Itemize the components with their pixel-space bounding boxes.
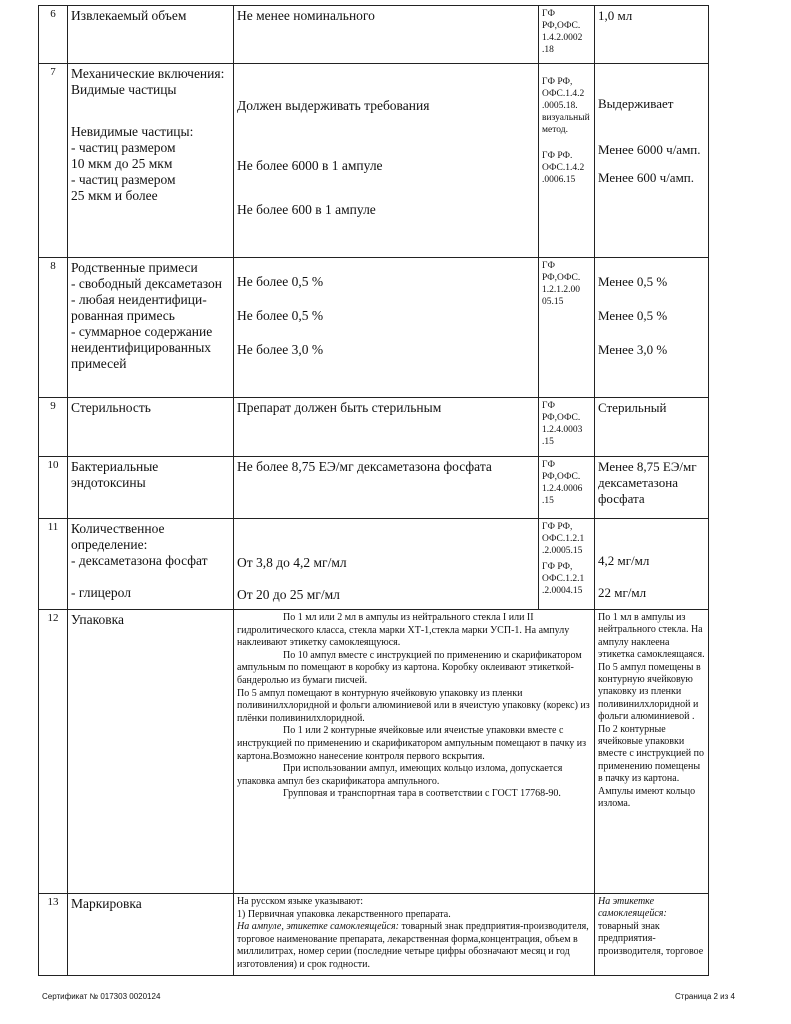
table-row-6 bbox=[39, 6, 709, 64]
labeling-line: 1) Первичная упаковка лекарственного препарата. bbox=[237, 908, 451, 920]
criterion-visible-particles: Механические включения: Видимые частицы bbox=[71, 66, 225, 97]
row-number: 11 bbox=[39, 519, 68, 610]
criterion-cell: Упаковка bbox=[68, 610, 234, 894]
requirement-cell: Препарат должен быть стерильным bbox=[234, 398, 539, 457]
table-row-7 bbox=[39, 64, 709, 258]
specification-table bbox=[38, 5, 709, 976]
criterion-cell: Бактериальные эндотоксины bbox=[68, 457, 234, 519]
method-cell: ГФ РФ,ОФС. 1.4.2.0002 .18 bbox=[539, 6, 595, 64]
method-visible: ГФ РФ, ОФС.1.4.2 .0005.18. визуальный метод. bbox=[542, 77, 590, 135]
packaging-paragraph: Групповая и транспортная тара в соответствии с ГОСТ 17768-90. bbox=[283, 788, 561, 800]
result-cell bbox=[595, 894, 709, 976]
criterion-cell: Маркировка bbox=[68, 894, 234, 976]
result-dexamethasone: 4,2 мг/мл bbox=[598, 553, 650, 568]
criterion-cell bbox=[68, 519, 234, 610]
result-cell bbox=[595, 519, 709, 610]
method-cell: ГФ РФ,ОФС. 1.2.1.2.00 05.15 bbox=[539, 258, 595, 398]
packaging-paragraph: По 5 ампул помещают в контурную ячейковую упаковку из пленки поливинилхлоридной и фольги алюминиевой или в ячеистую упаковку (корекс) из плёнки поливинилхлоридной. bbox=[237, 687, 590, 724]
requirement-free-dexamethasone: Не более 0,5 % bbox=[237, 274, 324, 289]
table-row-13 bbox=[39, 894, 709, 976]
result-cell: По 1 мл в ампулы из нейтрального стекла. На ампулу наклеена этикетка самоклеящаяся. По 5 ампул помещены в контурную ячейковую упаковку из пленки поливинилхлоридной и фольги алюминиевой . По 2 контурные ячейковые упаковки вместе с инструкцией по применению помещены в пачку из картона. Ампулы имеют кольцо излома. bbox=[595, 610, 709, 894]
criterion-cell: Извлекаемый объем bbox=[68, 6, 234, 64]
packaging-paragraph: По 1 или 2 контурные ячейковые или ячеистые упаковки вместе с инструкцией по применению и скарификатором ампульным помещают в пачку из картона.Возможно нанесение контроля первого вскрытия. bbox=[237, 725, 587, 762]
labeling-paragraph bbox=[237, 921, 591, 971]
packaging-paragraph: По 10 ампул вместе с инструкцией по применению и скарификатором ампульным по помещают в коробку из картона. Коробку оклеивают этикеткой-бандеролью из бумаги писчей. bbox=[237, 649, 582, 686]
result-25-plus: Менее 600 ч/амп. bbox=[598, 170, 695, 185]
row-number: 9 bbox=[39, 398, 68, 457]
criterion-glycerol: - глицерол bbox=[71, 585, 131, 600]
result-cell: 1,0 мл bbox=[595, 6, 709, 64]
criterion-invisible-particles: Невидимые частицы: - частиц размером 10 мкм до 25 мкм - частиц размером 25 мкм и более bbox=[71, 124, 194, 203]
packaging-description bbox=[234, 610, 595, 894]
result-glycerol: 22 мг/мл bbox=[598, 585, 647, 600]
requirement-cell bbox=[234, 519, 539, 610]
requirement-dexamethasone: От 3,8 до 4,2 мг/мл bbox=[237, 555, 347, 570]
table-row-9 bbox=[39, 398, 709, 457]
certificate-number: Сертификат № 017303 0020124 bbox=[42, 992, 161, 1001]
requirement-glycerol: От 20 до 25 мг/мл bbox=[237, 587, 340, 602]
method-cell bbox=[539, 64, 595, 258]
labeling-description bbox=[234, 894, 595, 976]
labeling-text: товарный знак предприятия-производителя, торговое наименование препарата, лекарственная форма,концентрация, объем в миллилитрах, номер серии (последние четыре цифры обозначают месяц и год изготовления) и срок годности. bbox=[237, 921, 589, 970]
result-cell bbox=[595, 64, 709, 258]
requirement-cell: Не более 8,75 ЕЭ/мг дексаметазона фосфата bbox=[234, 457, 539, 519]
row-number: 6 bbox=[39, 6, 68, 64]
requirement-25-plus: Не более 600 в 1 ампуле bbox=[237, 202, 376, 217]
criterion-cell bbox=[68, 64, 234, 258]
table-row-11 bbox=[39, 519, 709, 610]
result-10-25: Менее 6000 ч/амп. bbox=[598, 142, 701, 157]
method-cell: ГФ РФ,ОФС. 1.2.4.0006 .15 bbox=[539, 457, 595, 519]
page-number: Страница 2 из 4 bbox=[675, 992, 735, 1001]
row-number: 12 bbox=[39, 610, 68, 894]
method-invisible: ГФ РФ. ОФС.1.4.2 .0006.15 bbox=[542, 151, 585, 185]
criterion-cell: Стерильность bbox=[68, 398, 234, 457]
method-cell bbox=[539, 519, 595, 610]
result-cell: Менее 8,75 ЕЭ/мг дексаметазона фосфата bbox=[595, 457, 709, 519]
criterion-cell: Родственные примеси - свободный дексаметазон - любая неидентифици-рованная примесь - суммарное содержание неидентифицированных примесей bbox=[68, 258, 234, 398]
table-row-8 bbox=[39, 258, 709, 398]
packaging-paragraph: При использовании ампул, имеющих кольцо излома, допускается упаковка ампул без скарификатора ампульного. bbox=[237, 763, 563, 787]
requirement-10-25: Не более 6000 в 1 ампуле bbox=[237, 158, 383, 173]
criterion-dexamethasone: Количественное определение: - дексаметазона фосфат bbox=[71, 521, 208, 568]
requirement-cell: Не менее номинального bbox=[234, 6, 539, 64]
row-number: 7 bbox=[39, 64, 68, 258]
labeling-line: На русском языке указывают: bbox=[237, 896, 364, 907]
result-text: товарный знак предприятия-производителя, торговое bbox=[598, 920, 704, 957]
method-cell: ГФ РФ,ОФС. 1.2.4.0003 .15 bbox=[539, 398, 595, 457]
labeling-italic-lead: На ампуле, этикетке самоклеящейся: bbox=[237, 921, 399, 933]
packaging-paragraph: По 1 мл или 2 мл в ампулы из нейтрального стекла I или II гидролитического класса, стекла марки ХТ-1,стекла марки УСП-1. На ампулу наклеивают этикетку самоклеящуюся. bbox=[237, 612, 570, 649]
result-italic-lead: На этикетке самоклеящейся: bbox=[598, 896, 667, 920]
row-number: 13 bbox=[39, 894, 68, 976]
result-visible: Выдерживает bbox=[598, 96, 674, 111]
table-row-12 bbox=[39, 610, 709, 894]
method-dexamethasone: ГФ РФ, ОФС.1.2.1 .2.0005.15 bbox=[542, 522, 585, 556]
result-total: Менее 3,0 % bbox=[598, 342, 668, 357]
row-number: 8 bbox=[39, 258, 68, 398]
requirement-unidentified: Не более 0,5 % bbox=[237, 308, 324, 323]
requirement-visible: Должен выдерживать требования bbox=[237, 98, 430, 113]
requirement-total: Не более 3,0 % bbox=[237, 342, 324, 357]
table-row-10 bbox=[39, 457, 709, 519]
result-cell: Стерильный bbox=[595, 398, 709, 457]
method-glycerol: ГФ РФ, ОФС.1.2.1 .2.0004.15 bbox=[542, 562, 585, 596]
result-unidentified: Менее 0,5 % bbox=[598, 308, 668, 323]
result-free-dexamethasone: Менее 0,5 % bbox=[598, 274, 668, 289]
row-number: 10 bbox=[39, 457, 68, 519]
requirement-cell bbox=[234, 258, 539, 398]
requirement-cell bbox=[234, 64, 539, 258]
result-cell bbox=[595, 258, 709, 398]
